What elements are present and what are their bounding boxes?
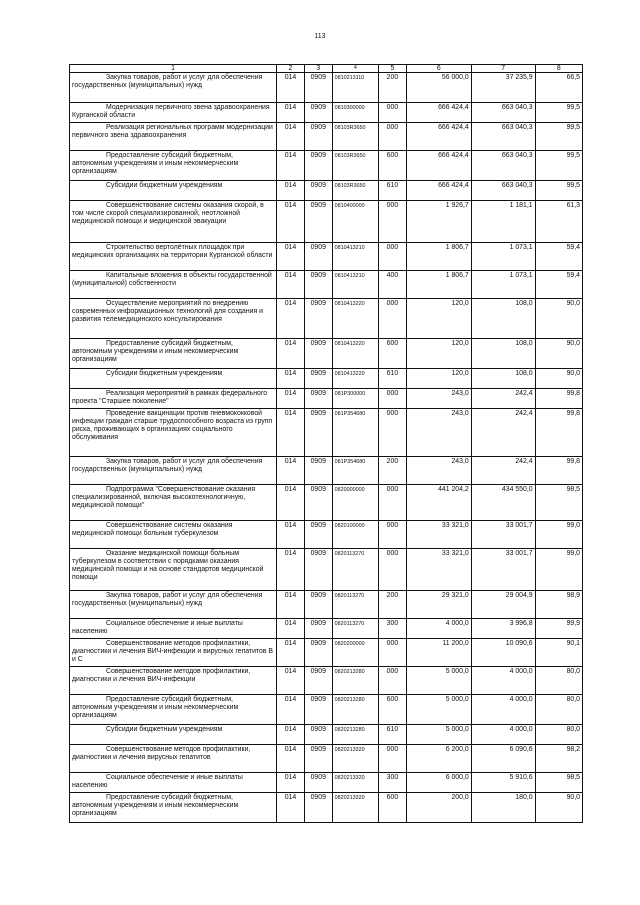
target-article-code: 0820213320 bbox=[332, 773, 378, 793]
target-article-code: 0820100000 bbox=[332, 521, 378, 549]
row-name: Реализация региональных программ модернизации первичного звена здравоохранения bbox=[70, 123, 277, 151]
execution-percent: 90,0 bbox=[535, 339, 582, 369]
table-row bbox=[70, 243, 583, 271]
table-row bbox=[70, 793, 583, 823]
execution-percent: 99,0 bbox=[535, 521, 582, 549]
ministry-code: 014 bbox=[277, 695, 305, 725]
expense-type-code: 000 bbox=[379, 521, 407, 549]
section-code: 0909 bbox=[304, 299, 332, 339]
planned-amount: 1 806,7 bbox=[406, 243, 471, 271]
column-number: 4 bbox=[332, 65, 378, 73]
row-name: Подпрограмма "Совершенствование оказания специализированной, включая высокотехнологичную, медицинской помощи" bbox=[70, 485, 277, 521]
row-name: Оказание медицинской помощи больным туберкулезом в соответствии с порядками оказания медицинской помощи и на основе стандартов медицинской помощи bbox=[70, 549, 277, 591]
executed-amount: 108,0 bbox=[471, 339, 535, 369]
target-article-code: 081P354680 bbox=[332, 457, 378, 485]
section-code: 0909 bbox=[304, 793, 332, 823]
column-number: 7 bbox=[471, 65, 535, 73]
ministry-code: 014 bbox=[277, 103, 305, 123]
table-row bbox=[70, 103, 583, 123]
planned-amount: 6 000,0 bbox=[406, 773, 471, 793]
table-row bbox=[70, 389, 583, 409]
expense-type-code: 000 bbox=[379, 243, 407, 271]
execution-percent: 99,5 bbox=[535, 123, 582, 151]
target-article-code: 08103R3650 bbox=[332, 123, 378, 151]
row-name: Субсидии бюджетным учреждениям bbox=[70, 369, 277, 389]
table-row bbox=[70, 73, 583, 103]
execution-percent: 80,0 bbox=[535, 725, 582, 745]
executed-amount: 242,4 bbox=[471, 409, 535, 457]
executed-amount: 1 073,1 bbox=[471, 271, 535, 299]
section-code: 0909 bbox=[304, 591, 332, 619]
table-row bbox=[70, 151, 583, 181]
ministry-code: 014 bbox=[277, 591, 305, 619]
expense-type-code: 000 bbox=[379, 201, 407, 243]
execution-percent: 99,8 bbox=[535, 389, 582, 409]
row-name: Осуществление мероприятий по внедрению современных информационных технологий для создания и развития телемедицинского консультирования bbox=[70, 299, 277, 339]
execution-percent: 80,0 bbox=[535, 695, 582, 725]
target-article-code: 081P354680 bbox=[332, 409, 378, 457]
executed-amount: 180,0 bbox=[471, 793, 535, 823]
planned-amount: 1 806,7 bbox=[406, 271, 471, 299]
table-row bbox=[70, 521, 583, 549]
target-article-code: 0820213280 bbox=[332, 725, 378, 745]
planned-amount: 200,0 bbox=[406, 793, 471, 823]
execution-percent: 99,8 bbox=[535, 457, 582, 485]
planned-amount: 120,0 bbox=[406, 299, 471, 339]
section-code: 0909 bbox=[304, 201, 332, 243]
table-row bbox=[70, 457, 583, 485]
ministry-code: 014 bbox=[277, 181, 305, 201]
column-number: 8 bbox=[535, 65, 582, 73]
row-name: Предоставление субсидий бюджетным, автономным учреждениям и иным некоммерческим организациям bbox=[70, 695, 277, 725]
row-name: Субсидии бюджетным учреждениям bbox=[70, 181, 277, 201]
ministry-code: 014 bbox=[277, 389, 305, 409]
expense-type-code: 000 bbox=[379, 409, 407, 457]
column-number: 2 bbox=[277, 65, 305, 73]
table-row bbox=[70, 181, 583, 201]
expense-type-code: 000 bbox=[379, 485, 407, 521]
executed-amount: 6 090,6 bbox=[471, 745, 535, 773]
executed-amount: 663 040,3 bbox=[471, 123, 535, 151]
target-article-code: 0820213320 bbox=[332, 793, 378, 823]
column-number: 6 bbox=[406, 65, 471, 73]
executed-amount: 10 090,6 bbox=[471, 639, 535, 667]
executed-amount: 5 910,6 bbox=[471, 773, 535, 793]
planned-amount: 33 321,0 bbox=[406, 521, 471, 549]
row-name: Закупка товаров, работ и услуг для обеспечения государственных (муниципальных) нужд bbox=[70, 591, 277, 619]
executed-amount: 434 550,0 bbox=[471, 485, 535, 521]
expense-type-code: 000 bbox=[379, 389, 407, 409]
table-row bbox=[70, 745, 583, 773]
planned-amount: 29 321,0 bbox=[406, 591, 471, 619]
ministry-code: 014 bbox=[277, 243, 305, 271]
executed-amount: 33 001,7 bbox=[471, 549, 535, 591]
ministry-code: 014 bbox=[277, 299, 305, 339]
expense-type-code: 600 bbox=[379, 339, 407, 369]
target-article-code: 0820213280 bbox=[332, 695, 378, 725]
column-number: 5 bbox=[379, 65, 407, 73]
planned-amount: 243,0 bbox=[406, 409, 471, 457]
row-name: Строительство вертолётных площадок при медицинских организациях на территории Курганской области bbox=[70, 243, 277, 271]
section-code: 0909 bbox=[304, 271, 332, 299]
ministry-code: 014 bbox=[277, 457, 305, 485]
execution-percent: 61,3 bbox=[535, 201, 582, 243]
ministry-code: 014 bbox=[277, 773, 305, 793]
ministry-code: 014 bbox=[277, 151, 305, 181]
executed-amount: 663 040,3 bbox=[471, 151, 535, 181]
section-code: 0909 bbox=[304, 773, 332, 793]
executed-amount: 108,0 bbox=[471, 369, 535, 389]
target-article-code: 0820213280 bbox=[332, 667, 378, 695]
ministry-code: 014 bbox=[277, 485, 305, 521]
expense-type-code: 610 bbox=[379, 369, 407, 389]
ministry-code: 014 bbox=[277, 667, 305, 695]
table-row bbox=[70, 485, 583, 521]
expense-type-code: 600 bbox=[379, 151, 407, 181]
executed-amount: 108,0 bbox=[471, 299, 535, 339]
ministry-code: 014 bbox=[277, 619, 305, 639]
expense-type-code: 200 bbox=[379, 457, 407, 485]
executed-amount: 3 996,8 bbox=[471, 619, 535, 639]
expense-type-code: 200 bbox=[379, 591, 407, 619]
executed-amount: 4 000,0 bbox=[471, 667, 535, 695]
table-row bbox=[70, 619, 583, 639]
row-name: Капитальные вложения в объекты государственной (муниципальной) собственности bbox=[70, 271, 277, 299]
ministry-code: 014 bbox=[277, 639, 305, 667]
execution-percent: 99,5 bbox=[535, 181, 582, 201]
row-name: Совершенствование системы оказания медицинской помощи больным туберкулезом bbox=[70, 521, 277, 549]
section-code: 0909 bbox=[304, 389, 332, 409]
table-row bbox=[70, 409, 583, 457]
expense-type-code: 000 bbox=[379, 103, 407, 123]
planned-amount: 441 204,2 bbox=[406, 485, 471, 521]
planned-amount: 120,0 bbox=[406, 339, 471, 369]
column-number: 3 bbox=[304, 65, 332, 73]
planned-amount: 243,0 bbox=[406, 389, 471, 409]
target-article-code: 0820113270 bbox=[332, 549, 378, 591]
row-name: Совершенствование системы оказания скорой, в том числе скорой специализированной, неотложной медицинской помощи и медицинской эвакуации bbox=[70, 201, 277, 243]
expense-type-code: 400 bbox=[379, 271, 407, 299]
execution-percent: 90,0 bbox=[535, 369, 582, 389]
execution-percent: 80,0 bbox=[535, 667, 582, 695]
table-row bbox=[70, 549, 583, 591]
ministry-code: 014 bbox=[277, 339, 305, 369]
row-name: Совершенствование методов профилактики, диагностики и лечения ВИЧ-инфекции и вирусных гепатитов В и С bbox=[70, 639, 277, 667]
expense-type-code: 600 bbox=[379, 695, 407, 725]
planned-amount: 666 424,4 bbox=[406, 123, 471, 151]
row-name: Предоставление субсидий бюджетным, автономным учреждениям и иным некоммерческим организациям bbox=[70, 339, 277, 369]
execution-percent: 99,5 bbox=[535, 151, 582, 181]
expense-type-code: 200 bbox=[379, 73, 407, 103]
table-row bbox=[70, 725, 583, 745]
expense-type-code: 600 bbox=[379, 793, 407, 823]
section-code: 0909 bbox=[304, 73, 332, 103]
ministry-code: 014 bbox=[277, 745, 305, 773]
section-code: 0909 bbox=[304, 695, 332, 725]
planned-amount: 243,0 bbox=[406, 457, 471, 485]
row-name: Реализация мероприятий в рамках федерального проекта "Старшее поколение" bbox=[70, 389, 277, 409]
row-name: Предоставление субсидий бюджетным, автономным учреждениям и иным некоммерческим организациям bbox=[70, 151, 277, 181]
section-code: 0909 bbox=[304, 181, 332, 201]
row-name: Социальное обеспечение и иные выплаты населению bbox=[70, 773, 277, 793]
table-row bbox=[70, 667, 583, 695]
table-row bbox=[70, 591, 583, 619]
target-article-code: 0820113270 bbox=[332, 619, 378, 639]
planned-amount: 56 000,0 bbox=[406, 73, 471, 103]
ministry-code: 014 bbox=[277, 521, 305, 549]
row-name: Модернизация первичного звена здравоохранения Курганской области bbox=[70, 103, 277, 123]
target-article-code: 08103R3650 bbox=[332, 151, 378, 181]
ministry-code: 014 bbox=[277, 201, 305, 243]
row-name: Проведение вакцинации против пневмококковой инфекции граждан старше трудоспособного возраста из групп риска, проживающих в организациях социального обслуживания bbox=[70, 409, 277, 457]
executed-amount: 663 040,3 bbox=[471, 103, 535, 123]
execution-percent: 98,2 bbox=[535, 745, 582, 773]
row-name: Субсидии бюджетным учреждениям bbox=[70, 725, 277, 745]
ministry-code: 014 bbox=[277, 271, 305, 299]
ministry-code: 014 bbox=[277, 409, 305, 457]
planned-amount: 33 321,0 bbox=[406, 549, 471, 591]
ministry-code: 014 bbox=[277, 369, 305, 389]
ministry-code: 014 bbox=[277, 725, 305, 745]
target-article-code: 0820000000 bbox=[332, 485, 378, 521]
expense-type-code: 000 bbox=[379, 123, 407, 151]
expense-type-code: 300 bbox=[379, 619, 407, 639]
execution-percent: 90,0 bbox=[535, 299, 582, 339]
expense-type-code: 000 bbox=[379, 667, 407, 695]
planned-amount: 666 424,4 bbox=[406, 103, 471, 123]
target-article-code: 08103R3650 bbox=[332, 181, 378, 201]
executed-amount: 242,4 bbox=[471, 457, 535, 485]
target-article-code: 0810300000 bbox=[332, 103, 378, 123]
section-code: 0909 bbox=[304, 725, 332, 745]
execution-percent: 98,5 bbox=[535, 773, 582, 793]
target-article-code: 0820200000 bbox=[332, 639, 378, 667]
expense-type-code: 000 bbox=[379, 299, 407, 339]
ministry-code: 014 bbox=[277, 549, 305, 591]
executed-amount: 4 000,0 bbox=[471, 695, 535, 725]
section-code: 0909 bbox=[304, 151, 332, 181]
table-row bbox=[70, 639, 583, 667]
section-code: 0909 bbox=[304, 243, 332, 271]
ministry-code: 014 bbox=[277, 73, 305, 103]
table-row bbox=[70, 271, 583, 299]
execution-percent: 99,5 bbox=[535, 103, 582, 123]
execution-percent: 90,0 bbox=[535, 793, 582, 823]
table-row bbox=[70, 299, 583, 339]
table-row bbox=[70, 339, 583, 369]
section-code: 0909 bbox=[304, 369, 332, 389]
execution-percent: 90,1 bbox=[535, 639, 582, 667]
section-code: 0909 bbox=[304, 745, 332, 773]
executed-amount: 29 004,9 bbox=[471, 591, 535, 619]
row-name: Совершенствование методов профилактики, диагностики и лечения ВИЧ-инфекции bbox=[70, 667, 277, 695]
section-code: 0909 bbox=[304, 103, 332, 123]
column-number-row bbox=[70, 65, 583, 73]
section-code: 0909 bbox=[304, 521, 332, 549]
table-row bbox=[70, 773, 583, 793]
page-number: 113 bbox=[314, 33, 326, 40]
executed-amount: 33 001,7 bbox=[471, 521, 535, 549]
executed-amount: 4 000,0 bbox=[471, 725, 535, 745]
planned-amount: 1 926,7 bbox=[406, 201, 471, 243]
execution-percent: 98,5 bbox=[535, 485, 582, 521]
section-code: 0909 bbox=[304, 485, 332, 521]
target-article-code: 0820113270 bbox=[332, 591, 378, 619]
target-article-code: 0810413220 bbox=[332, 369, 378, 389]
budget-table bbox=[69, 64, 583, 823]
execution-percent: 99,8 bbox=[535, 409, 582, 457]
planned-amount: 11 200,0 bbox=[406, 639, 471, 667]
expense-type-code: 000 bbox=[379, 639, 407, 667]
target-article-code: 0820213320 bbox=[332, 745, 378, 773]
execution-percent: 99,9 bbox=[535, 619, 582, 639]
ministry-code: 014 bbox=[277, 793, 305, 823]
execution-percent: 66,5 bbox=[535, 73, 582, 103]
target-article-code: 0810413210 bbox=[332, 271, 378, 299]
row-name: Социальное обеспечение и иные выплаты населению bbox=[70, 619, 277, 639]
executed-amount: 242,4 bbox=[471, 389, 535, 409]
section-code: 0909 bbox=[304, 619, 332, 639]
executed-amount: 663 040,3 bbox=[471, 181, 535, 201]
table-row bbox=[70, 123, 583, 151]
table-row bbox=[70, 369, 583, 389]
ministry-code: 014 bbox=[277, 123, 305, 151]
execution-percent: 59,4 bbox=[535, 243, 582, 271]
planned-amount: 5 000,0 bbox=[406, 725, 471, 745]
target-article-code: 0810413220 bbox=[332, 299, 378, 339]
target-article-code: 0810413220 bbox=[332, 339, 378, 369]
target-article-code: 0810400000 bbox=[332, 201, 378, 243]
table-row bbox=[70, 201, 583, 243]
executed-amount: 1 181,1 bbox=[471, 201, 535, 243]
section-code: 0909 bbox=[304, 639, 332, 667]
expense-type-code: 000 bbox=[379, 549, 407, 591]
planned-amount: 6 200,0 bbox=[406, 745, 471, 773]
column-number: 1 bbox=[70, 65, 277, 73]
expense-type-code: 300 bbox=[379, 773, 407, 793]
section-code: 0909 bbox=[304, 409, 332, 457]
executed-amount: 37 235,9 bbox=[471, 73, 535, 103]
row-name: Закупка товаров, работ и услуг для обеспечения государственных (муниципальных) нужд bbox=[70, 73, 277, 103]
expense-type-code: 610 bbox=[379, 181, 407, 201]
execution-percent: 99,0 bbox=[535, 549, 582, 591]
section-code: 0909 bbox=[304, 457, 332, 485]
planned-amount: 5 000,0 bbox=[406, 695, 471, 725]
expense-type-code: 610 bbox=[379, 725, 407, 745]
row-name: Предоставление субсидий бюджетным, автономным учреждениям и иным некоммерческим организациям bbox=[70, 793, 277, 823]
target-article-code: 0810413210 bbox=[332, 243, 378, 271]
row-name: Совершенствование методов профилактики, диагностики и лечения вирусных гепатитов bbox=[70, 745, 277, 773]
execution-percent: 59,4 bbox=[535, 271, 582, 299]
section-code: 0909 bbox=[304, 549, 332, 591]
planned-amount: 5 000,0 bbox=[406, 667, 471, 695]
planned-amount: 666 424,4 bbox=[406, 181, 471, 201]
target-article-code: 081P300000 bbox=[332, 389, 378, 409]
section-code: 0909 bbox=[304, 339, 332, 369]
planned-amount: 4 000,0 bbox=[406, 619, 471, 639]
target-article-code: 0810213110 bbox=[332, 73, 378, 103]
execution-percent: 98,9 bbox=[535, 591, 582, 619]
planned-amount: 666 424,4 bbox=[406, 151, 471, 181]
row-name: Закупка товаров, работ и услуг для обеспечения государственных (муниципальных) нужд bbox=[70, 457, 277, 485]
executed-amount: 1 073,1 bbox=[471, 243, 535, 271]
table-row bbox=[70, 695, 583, 725]
section-code: 0909 bbox=[304, 123, 332, 151]
section-code: 0909 bbox=[304, 667, 332, 695]
expense-type-code: 000 bbox=[379, 745, 407, 773]
planned-amount: 120,0 bbox=[406, 369, 471, 389]
